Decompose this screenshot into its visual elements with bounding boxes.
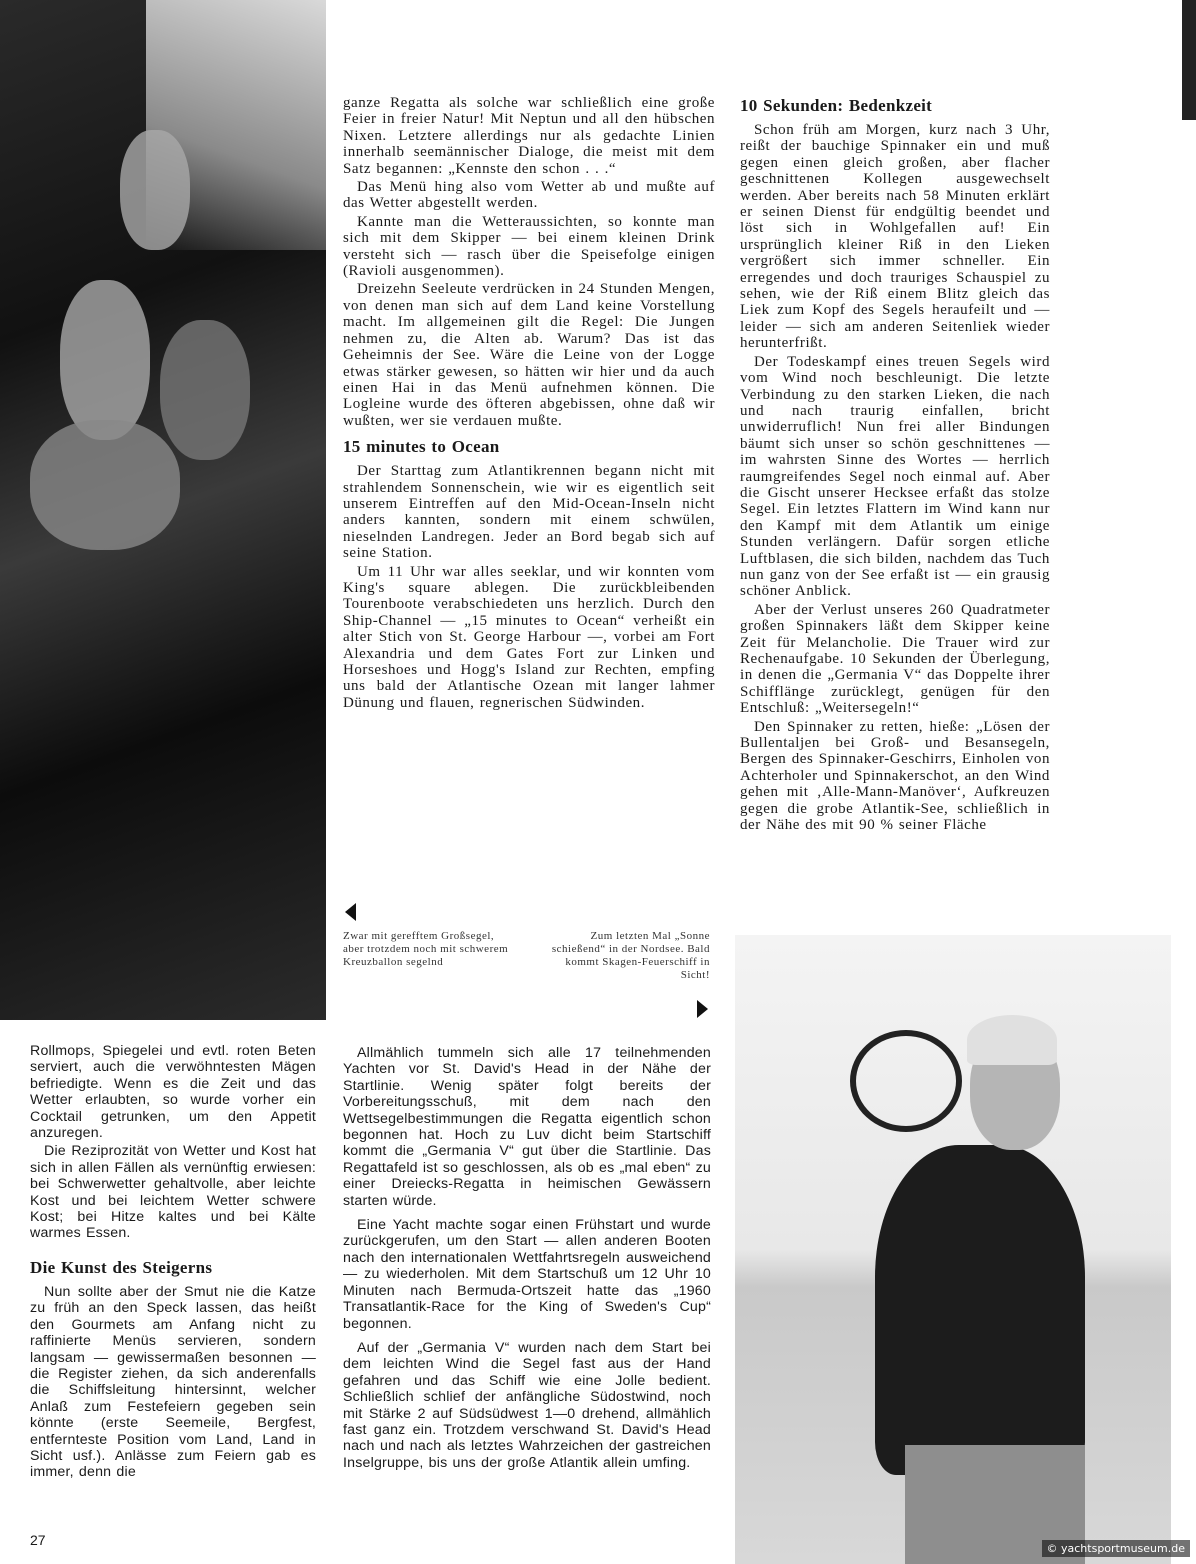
photo-navigator-with-sextant — [735, 935, 1171, 1564]
caption-right: Zum letzten Mal „Sonne schießend“ in der Nordsee. Bald kommt Skagen-Feuerschiff in Sicht! — [551, 930, 710, 981]
paragraph: Aber der Verlust unseres 260 Quadratmeter großen Spinnakers läßt dem Skipper keine Zeit für Melancholie. Die Trauer wird zur Rechenaufgabe. 10 Sekunden der Überlegung, in denen die „Germania V“ das Doppelte ihrer Schifflänge zurücklegt, genügen für den Entschluß: „Weitersegeln!“ — [740, 601, 1050, 717]
paragraph: Allmählich tummeln sich alle 17 teilnehmenden Yachten vor St. David's Head in der Nähe der Startlinie. Wenig später folgt bereits der Vorbereitungsschuß, mit dem nach den Wettsegelbestimmungen die Regatta eigentlich schon begonnen hat. Hoch zu Luv dicht beim Startschiff kommt die „Germania V“ gut über die Startlinie. Das Regattafeld ist so geschlossen, als ob es „mal eben“ zu einer Dreiecks-Regatta in heimischen Gewässern starten würde. — [343, 1045, 711, 1209]
paragraph: Das Menü hing also vom Wetter ab und mußte auf das Wetter abgestellt werden. — [343, 179, 715, 212]
photo-sextant — [850, 1030, 962, 1132]
paragraph: ganze Regatta als solche war schließlich eine große Feier in freier Natur! Mit Neptun und all den hübschen Nixen. Letztere allerdings nur als gedachte Linien innerhalb seemännischer Dialoge, die meist mit dem Satz begannen: „Kennste den schon . . .“ — [343, 95, 715, 177]
caption-left: Zwar mit gerefftem Großsegel, aber trotzdem noch mit schwerem Kreuzballon segelnd — [343, 930, 509, 968]
watermark: © yachtsportmuseum.de — [1042, 1540, 1190, 1557]
photo-figure — [875, 1145, 1085, 1475]
paragraph: Auf der „Germania V“ wurden nach dem Start bei dem leichten Wind die Segel fast aus der Hand gefahren und das Schiff wie eine Jolle bedient. Schließlich schlief der anfängliche Südostwind, noch mit Stärke 2 auf Südsüdwest 1—0 drehend, allmählich fast ganz ein. Trotzdem verschwand St. David's Head nach und nach als letztes Wahrzeichen der gastreichen Inselgruppe, bis uns der große Atlantik allein umfing. — [343, 1339, 711, 1471]
pointer-right-icon — [697, 1000, 708, 1018]
paragraph: Der Todeskampf eines treuen Segels wird vom Wind noch beschleunigt. Die letzte Verbindung zu den starken Lieken, die nach und nach traurig einfallen, bricht unwiderruflich! Nun frei aller Bindungen bäumt sich unser so schön geschnittenes — im wahrsten Sinne des Wortes — herrlich raumgreifendes Segel noch einmal auf. Aber die Gischt unserer Hecksee erfaßt das stolze Segel. Ein letztes Flattern im Wind kann nur den Kampf mit dem Atlantik um einige Stunden verlängern. Dafür sorgen etliche Luftblasen, die sich bilden, nachdem das Tuch nun ganz von der See erfaßt ist — ein grausig schöner Anblick. — [740, 353, 1050, 600]
paragraph: Eine Yacht machte sogar einen Frühstart und wurde zurückgerufen, um den Start — allen anderen Booten nach den internationalen Wettfahrtsregeln ausweichend — zu wiederholen. Mit dem Startschuß um 12 Uhr 10 Minuten nach Bermuda-Ortszeit hatte das „1960 Transatlantik-Race for the King of Sweden's Cup“ begonnen. — [343, 1217, 711, 1332]
article-column-top-middle — [343, 95, 715, 713]
photo-figure — [60, 280, 150, 440]
photo-figure — [160, 320, 250, 460]
page-number: 27 — [30, 1532, 46, 1548]
article-column-top-right — [740, 96, 1050, 835]
paragraph: Rollmops, Spiegelei und evtl. roten Beten serviert, auch die verwöhntesten Mägen befriedigte. Wenn es die Zeit und das Wetter erlaubten, so wurde vorher ein Cocktail getrunken, um den Appetit anzuregen. — [30, 1043, 316, 1142]
section-heading: 10 Sekunden: Bedenkzeit — [740, 96, 933, 115]
paragraph: Kannte man die Wetteraussichten, so konnte man sich mit dem Skipper — bei einem kleinen Drink versteht sich — rasch über die Speisefolge einigen (Ravioli ausgenommen). — [343, 213, 715, 280]
photo-figure — [120, 130, 190, 250]
page-edge — [1182, 0, 1196, 120]
paragraph: Nun sollte aber der Smut nie die Katze zu früh an den Speck lassen, das heißt den Gourmets am Anfang nicht zu raffinierte Menüs servieren, sondern langsam — gewissermaßen besonnen — die Register ziehen, da sich anderenfalls die Schiffsleitung hintersinnt, welcher Anlaß zum Festefeiern gegeben sein könnte (erste Seemeile, Bergfest, entfernteste Position vom Land, Land in Sicht usf.). Anlässe zum Feiern gab es immer, denn die — [30, 1283, 316, 1481]
photo-sailors-on-deck — [0, 0, 326, 1020]
photo-figure — [967, 1015, 1057, 1065]
paragraph: Die Reziprozität von Wetter und Kost hat sich in allen Fällen als vernünftig erwiesen: bei Schwerwetter gehaltvolle, aber leichte Kost und bei leichtem Wetter schwere Kost; bei Hitze kaltes und bei Kälte warmes Essen. — [30, 1143, 316, 1242]
pointer-left-icon — [345, 903, 356, 921]
paragraph: Um 11 Uhr war alles seeklar, und wir konnten vom King's square ablegen. Die zurückbleibenden Tourenboote verabschiedeten uns herzlich. Durch den Ship-Channel — „15 minutes to Ocean“ verheißt ein alter Stich von St. George Harbour —, vorbei am Fort Alexandria und dem Gates Fort zur Linken und Horseshoes und Hogg's Island zur Rechten, empfing uns bald der Atlantische Ozean mit langer lahmer Dünung und flauen, regnerischen Südwinden. — [343, 563, 715, 711]
article-column-bottom-middle — [343, 1045, 711, 1473]
paragraph: Den Spinnaker zu retten, hieße: „Lösen der Bullentaljen bei Groß- und Besansegeln, Bergen des Spinnaker-Geschirrs, Einholen von Achterholer und Spinnakerschot, an den Wind gehen mit ‚Alle-Mann-Manöver‘, Aufkreuzen gegen die grobe Atlantik-See, schließlich in der Nähe des mit 90 % seiner Fläche — [740, 718, 1050, 834]
article-column-bottom-left — [30, 1043, 316, 1483]
paragraph: Dreizehn Seeleute verdrücken in 24 Stunden Mengen, von denen man sich auf dem Land keine Vorstellung macht. Im allgemeinen gilt die Regel: Die Jungen nehmen zu, die Alten ab. Warum? Das ist das Geheimnis der See. Wäre die Leine von der Logge etwas stärker gewesen, so hätten wir hier und da auch einen Hai in das Menü aufnehmen können. Die Logleine wurde des öfteren abgebissen, ohne daß wir wußten, wer sie verdauen mußte. — [343, 281, 715, 429]
photo-figure — [30, 420, 180, 550]
section-heading: Die Kunst des Steigerns — [30, 1257, 213, 1277]
paragraph: Schon früh am Morgen, kurz nach 3 Uhr, reißt der bauchige Spinnaker ein und muß gegen einen gleich großen, aber flacher geschnittenen Kollegen ausgewechselt werden. Aber bereits nach 58 Minuten erklärt er seinen Dienst für endgültig beendet und löst sich in Wohlgefallen auf! Ein ursprünglich kleiner Riß in den Lieken vergrößert sich immer schneller. Ein erregendes und doch trauriges Schauspiel zu sehen, wie der Riß einem Blitz gleich das Liek zum Kopf des Segels heraufeilt und — leider — sich am anderen Seitenliek wieder herunterfrißt. — [740, 122, 1050, 352]
paragraph: Der Starttag zum Atlantikrennen begann nicht mit strahlendem Sonnenschein, wie wir es eigentlich seit unserem Eintreffen auf den Mid-Ocean-Inseln nicht anders kannten, sondern mit einem schwülen, nieselnden Landregen. Jeder an Bord begab sich auf seine Station. — [343, 463, 715, 562]
section-heading: 15 minutes to Ocean — [343, 437, 500, 457]
